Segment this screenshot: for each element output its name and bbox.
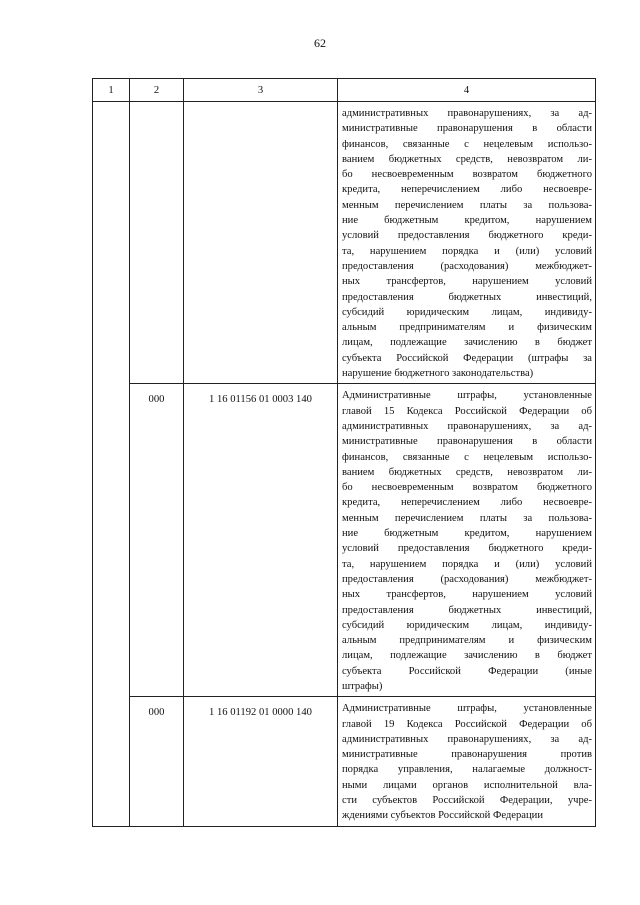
row-2-kbk-code: 1 16 01156 01 0003 140 xyxy=(184,384,338,697)
description-line: ние бюджетным кредитом, нарушением xyxy=(342,528,592,540)
description-line: административных правонарушениях, за ад- xyxy=(342,108,592,119)
description-line: главой 15 Кодекса Российской Федерации об xyxy=(342,405,592,417)
table-row xyxy=(93,102,596,384)
table-header-row xyxy=(93,79,596,102)
description-line: административных правонарушениях, за ад- xyxy=(342,420,592,432)
description-line: альным предпринимателям и физическим xyxy=(342,322,592,334)
description-line: предоставления бюджетных инвестиций, xyxy=(342,604,592,616)
description-line: министративные правонарушения в области xyxy=(342,436,592,448)
description-line: Административные штрафы, установленные xyxy=(342,390,592,402)
description-line: ных трансфертов, нарушением условий xyxy=(342,276,592,288)
row-1-admin-code xyxy=(130,102,184,384)
row-1-description xyxy=(338,102,596,384)
table-row xyxy=(93,384,596,697)
description-line: ными лицами органов исполнительной вла- xyxy=(342,779,592,791)
header-col-1: 1 xyxy=(93,79,130,102)
description-line: предоставления (расходования) межбюджет- xyxy=(342,573,592,585)
row-1-col-1 xyxy=(93,102,130,384)
description-line: лицам, подлежащие зачислению в бюджет xyxy=(342,337,592,349)
description-line: предоставления бюджетных инвестиций, xyxy=(342,291,592,303)
description-line: субсидий юридическим лицам, индивиду- xyxy=(342,306,592,318)
row-2-admin-code: 000 xyxy=(130,384,184,697)
description-line: та, нарушением порядка и (или) условий xyxy=(342,245,592,257)
description-line: сти субъектов Российской Федерации, учре- xyxy=(342,795,592,807)
description-line: лицам, подлежащие зачислению в бюджет xyxy=(342,650,592,662)
description-line: административных правонарушениях, за ад- xyxy=(342,733,592,745)
header-col-3: 3 xyxy=(184,79,338,102)
description-line: субсидий юридическим лицам, индивиду- xyxy=(342,619,592,631)
description-line: ных трансфертов, нарушением условий xyxy=(342,589,592,601)
description-line: бо несвоевременным возвратом бюджетного xyxy=(342,169,592,181)
page-number: 62 xyxy=(314,36,326,50)
header-col-2: 2 xyxy=(130,79,184,102)
description-line: нарушение бюджетного законодательства) xyxy=(342,368,534,380)
description-line: ние бюджетным кредитом, нарушением xyxy=(342,215,592,227)
description-line: альным предпринимателям и физическим xyxy=(342,635,592,647)
description-line: главой 19 Кодекса Российской Федерации об xyxy=(342,718,592,730)
row-3-kbk-code: 1 16 01192 01 0000 140 xyxy=(184,697,338,826)
description-line: условий предоставления бюджетного креди- xyxy=(342,230,592,242)
description-line: менным перечислением платы за пользова- xyxy=(342,512,592,524)
description-line: министративные правонарушения в области xyxy=(342,123,592,135)
description-line: финансов, связанные с нецелевым использо- xyxy=(342,138,592,150)
row-3-col-1 xyxy=(93,697,130,826)
budget-classification-table xyxy=(92,78,596,827)
description-line: штрафы) xyxy=(342,680,383,692)
row-3-admin-code: 000 xyxy=(130,697,184,826)
description-line: кредита, неперечислением либо несвоевре- xyxy=(342,184,592,196)
description-line: субъекта Российской Федерации (иные xyxy=(342,665,592,677)
description-line: кредита, неперечислением либо несвоевре- xyxy=(342,497,592,509)
description-line: министративные правонарушения против xyxy=(342,749,592,761)
row-2-col-1 xyxy=(93,384,130,697)
table-row xyxy=(93,697,596,826)
description-line: порядка управления, налагаемые должност- xyxy=(342,764,592,776)
description-line: условий предоставления бюджетного креди- xyxy=(342,543,592,555)
description-line: субъекта Российской Федерации (штрафы за xyxy=(342,352,592,364)
description-line: менным перечислением платы за пользова- xyxy=(342,199,592,211)
description-line: та, нарушением порядка и (или) условий xyxy=(342,558,592,570)
description-line: предоставления (расходования) межбюджет- xyxy=(342,260,592,272)
header-col-4: 4 xyxy=(338,79,596,102)
description-line: ждениями субъектов Российской Федерации xyxy=(342,810,544,822)
description-line: ванием бюджетных средств, невозвратом ли- xyxy=(342,153,592,165)
row-1-kbk-code xyxy=(184,102,338,384)
row-2-description xyxy=(338,384,596,697)
description-line: бо несвоевременным возвратом бюджетного xyxy=(342,482,592,494)
description-line: Административные штрафы, установленные xyxy=(342,703,592,715)
description-line: финансов, связанные с нецелевым использо- xyxy=(342,451,592,463)
row-3-description xyxy=(338,697,596,826)
description-line: ванием бюджетных средств, невозвратом ли- xyxy=(342,466,592,478)
